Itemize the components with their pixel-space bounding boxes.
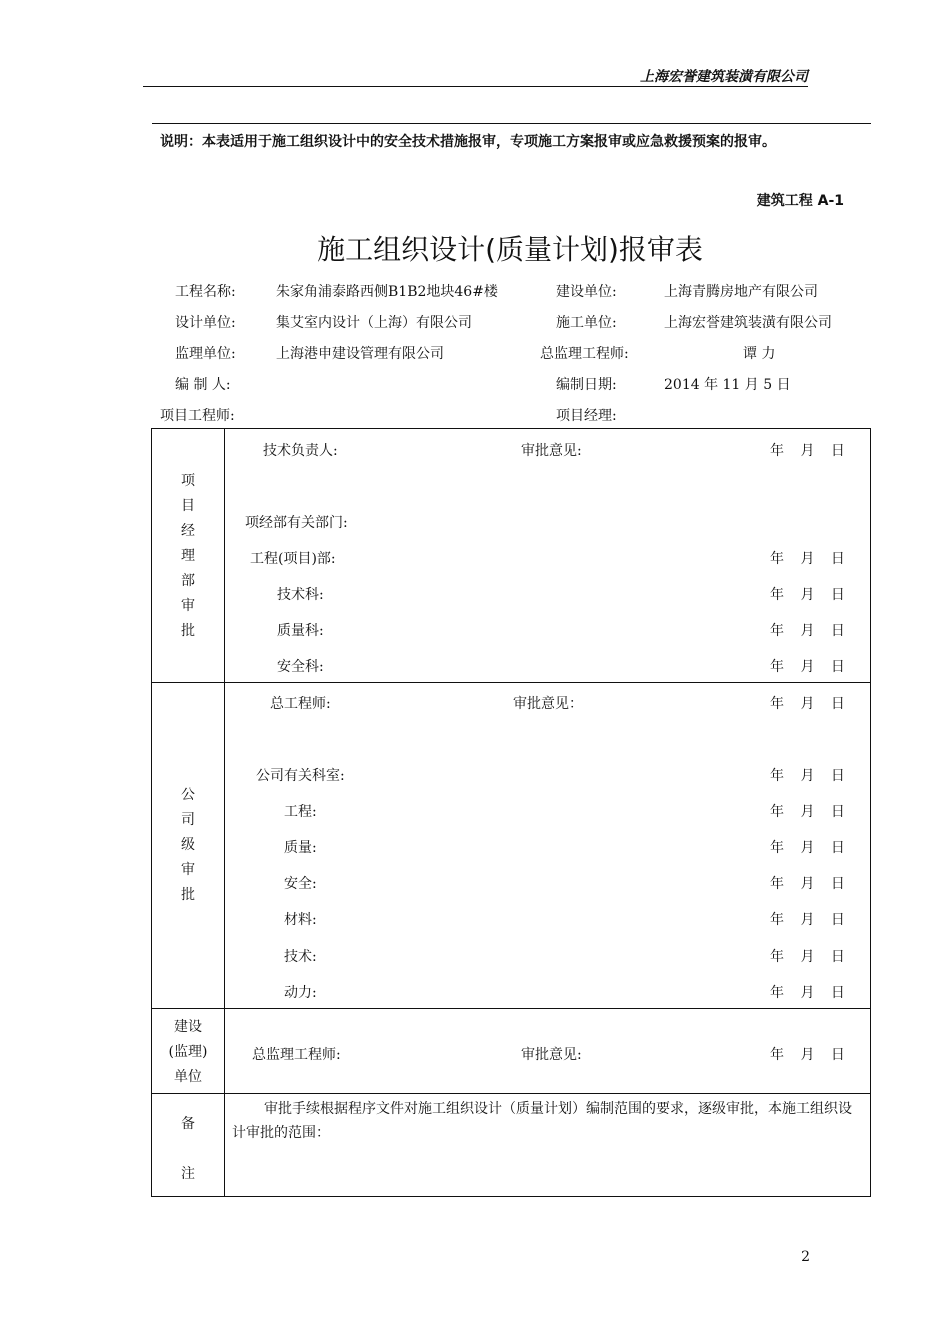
section2-row-quality: 质量: — [284, 840, 317, 856]
section3-opinion-label: 审批意见: — [521, 1047, 582, 1063]
date-placeholder: 年 月 日 — [770, 551, 845, 567]
date-placeholder: 年 月 日 — [770, 443, 845, 459]
section1-opinion-label: 审批意见: — [521, 443, 582, 459]
compile-date-value: 2014 年 11 月 5 日 — [664, 377, 791, 393]
table-divider — [151, 1008, 871, 1009]
section2-row-engineering: 工程: — [284, 804, 317, 820]
project-engineer-label: 项目工程师: — [160, 408, 235, 424]
designer-label: 设计单位: — [175, 315, 236, 331]
date-placeholder: 年 月 日 — [770, 985, 845, 1001]
date-placeholder: 年 月 日 — [770, 804, 845, 820]
section2-dept-heading: 公司有关科室: — [256, 768, 345, 784]
section2-row-technology: 技术: — [284, 949, 317, 965]
section1-label: 项 目 经 理 部 审 批 — [181, 473, 195, 639]
approval-table — [151, 428, 871, 1197]
section1-row-engineering: 工程(项目)部: — [250, 551, 336, 567]
compile-date-label: 编制日期: — [556, 377, 617, 393]
date-placeholder: 年 月 日 — [770, 876, 845, 892]
section4-label-bottom: 注 — [181, 1166, 195, 1182]
table-divider — [151, 682, 871, 683]
supervisor-value: 上海港申建设管理有限公司 — [276, 346, 444, 362]
supervisor-label: 监理单位: — [175, 346, 236, 362]
contractor-value: 上海宏誉建筑装潢有限公司 — [664, 315, 832, 331]
project-name-label: 工程名称: — [175, 284, 236, 300]
project-manager-label: 项目经理: — [556, 408, 617, 424]
section1-row-quality: 质量科: — [277, 623, 324, 639]
chief-supervisor-value: 谭 力 — [743, 346, 776, 362]
date-placeholder: 年 月 日 — [770, 659, 845, 675]
usage-note: 说明：本表适用于施工组织设计中的安全技术措施报审，专项施工方案报审或应急救援预案的报审。 — [160, 134, 776, 150]
section2-row-safety: 安全: — [284, 876, 317, 892]
header-company-name: 上海宏誉建筑装潢有限公司 — [640, 69, 808, 85]
date-placeholder: 年 月 日 — [770, 840, 845, 856]
section1-row-technical: 技术科: — [277, 587, 324, 603]
compiler-label: 编 制 人: — [175, 377, 231, 393]
tech-lead-label: 技术负责人: — [263, 443, 338, 459]
date-placeholder: 年 月 日 — [770, 587, 845, 603]
contractor-label: 施工单位: — [556, 315, 617, 331]
table-column-divider — [224, 429, 225, 1196]
note-rule — [152, 123, 871, 124]
page-title: 施工组织设计(质量计划)报审表 — [317, 233, 703, 266]
project-name-value: 朱家角浦泰路西侧B1B2地块46#楼 — [276, 284, 498, 300]
section3-label: 建设 (监理) 单位 — [168, 1019, 208, 1085]
table-divider — [151, 1093, 871, 1094]
chief-engineer-label: 总工程师: — [270, 696, 331, 712]
date-placeholder: 年 月 日 — [770, 696, 845, 712]
section4-label-top: 备 — [181, 1116, 195, 1132]
chief-supervisor-label: 总监理工程师: — [540, 346, 629, 362]
section1-dept-heading: 项经部有关部门: — [245, 515, 348, 531]
section1-row-safety: 安全科: — [277, 659, 324, 675]
header-rule — [143, 86, 808, 87]
section2-opinion-label: 审批意见： — [513, 696, 583, 712]
date-placeholder: 年 月 日 — [770, 949, 845, 965]
section2-label: 公 司 级 审 批 — [181, 787, 195, 903]
date-placeholder: 年 月 日 — [770, 1047, 845, 1063]
date-placeholder: 年 月 日 — [770, 912, 845, 928]
owner-value: 上海青腾房地产有限公司 — [664, 284, 818, 300]
owner-label: 建设单位: — [556, 284, 617, 300]
page-number: 2 — [801, 1249, 810, 1265]
date-placeholder: 年 月 日 — [770, 768, 845, 784]
designer-value: 集艾室内设计（上海）有限公司 — [276, 315, 472, 331]
date-placeholder: 年 月 日 — [770, 623, 845, 639]
section3-chief-supervisor-label: 总监理工程师: — [252, 1047, 341, 1063]
form-code: 建筑工程 A-1 — [756, 193, 844, 209]
section2-row-materials: 材料: — [284, 912, 317, 928]
remarks-text: 审批手续根据程序文件对施工组织设计（质量计划）编制范围的要求，逐级审批，本施工组织设计审批的范围： — [232, 1101, 852, 1141]
section2-row-power: 动力: — [284, 985, 317, 1001]
